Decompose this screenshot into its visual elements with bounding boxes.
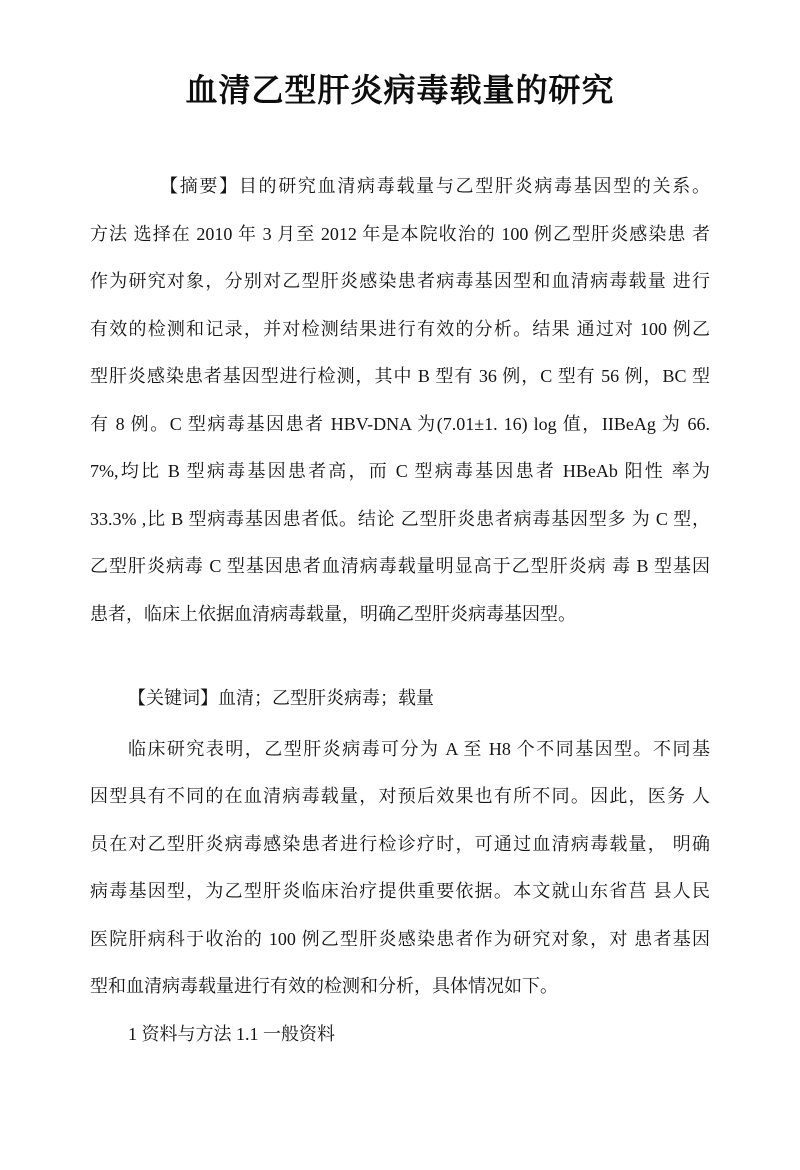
document-title: 血清乙型肝炎病毒载量的研究 xyxy=(185,72,615,108)
intro-paragraph xyxy=(90,726,710,1011)
abstract-line: 作为研究对象，分别对乙型肝炎感染患者病毒基因型和血清病毒载量 进行 xyxy=(90,271,710,291)
section-heading: 1 资料与方法 1.1 一般资料 xyxy=(128,1023,335,1044)
intro-line: 临床研究表明，乙型肝炎病毒可分为 A 至 H8 个不同基因型。不同基 xyxy=(128,738,710,759)
abstract-line: 方法 选择在 2010 年 3 月至 2012 年是本院收治的 100 例乙型肝炎感染患 者 xyxy=(90,223,710,244)
intro-line: 员在对乙型肝炎病毒感染患者进行检诊疗时，可通过血清病毒载量， 明确 xyxy=(90,833,710,854)
abstract-line: 患者，临床上依据血清病毒载量，明确乙型肝炎病毒基因型。 xyxy=(90,603,576,624)
abstract-line: 有效的检测和记录，并对检测结果进行有效的分析。结果 通过对 100 例乙 xyxy=(90,318,710,339)
keywords-paragraph xyxy=(90,675,710,723)
intro-line: 因型具有不同的在血清病毒载量，对预后效果也有所不同。因此，医务 人 xyxy=(90,786,710,806)
intro-line: 病毒基因型，为乙型肝炎临床治疗提供重要依据。本文就山东省莒 县人民 xyxy=(90,881,710,901)
abstract-line: 乙型肝炎病毒 C 型基因患者血清病毒载量明显高于乙型肝炎病 毒 B 型基因 xyxy=(90,556,710,576)
abstract-line: 有 8 例。C 型病毒基因患者 HBV-DNA 为(7.01±1. 16) log 值，IIBeAg 为 66. xyxy=(90,413,710,434)
abstract-line: 33.3% ,比 B 型病毒基因患者低。结论 乙型肝炎患者病毒基因型多 为 C 型， xyxy=(90,508,710,529)
keywords-line: 【关键词】血清；乙型肝炎病毒；载量 xyxy=(128,688,434,708)
abstract-line: 型肝炎感染患者基因型进行检测，其中 B 型有 36 例，C 型有 56 例，BC 型 xyxy=(90,366,710,386)
section-heading-block xyxy=(90,1011,710,1059)
document-body xyxy=(90,163,710,1058)
abstract-line: 【摘要】目的研究血清病毒载量与乙型肝炎病毒基因型的关系。 xyxy=(160,176,710,196)
intro-line: 医院肝病科于收治的 100 例乙型肝炎感染患者作为研究对象，对 患者基因 xyxy=(90,928,710,949)
intro-line: 型和血清病毒载量进行有效的检测和分析，具体情况如下。 xyxy=(90,976,558,996)
abstract-line: 7%,均比 B 型病毒基因患者高，而 C 型病毒基因患者 HBeAb 阳性 率为 xyxy=(90,461,710,481)
abstract-paragraph xyxy=(90,163,710,638)
